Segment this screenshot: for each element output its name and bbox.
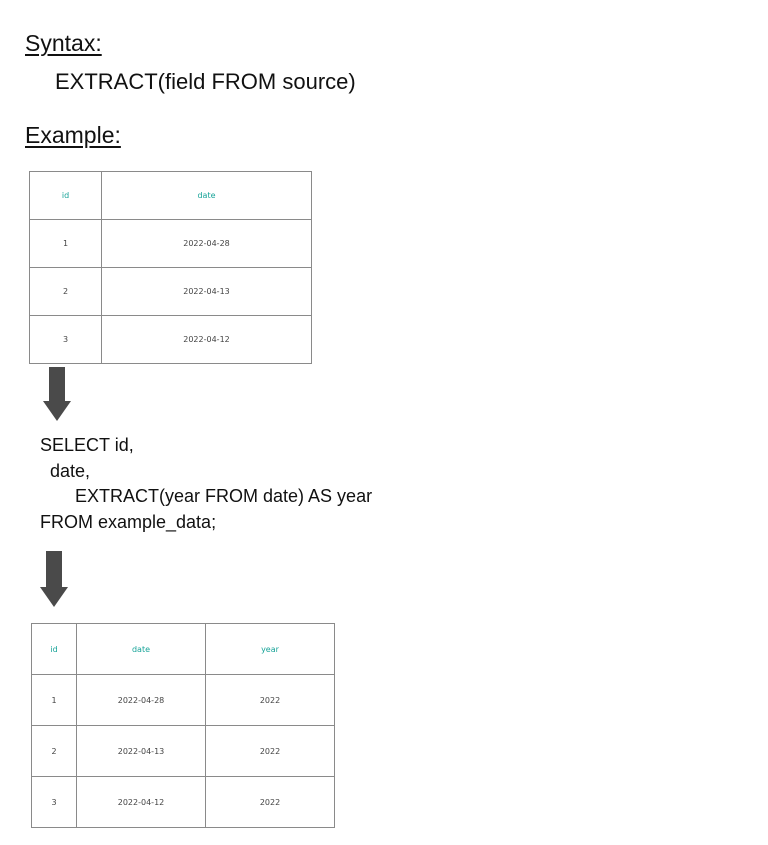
column-header-year: year	[206, 624, 335, 675]
cell-id: 2	[32, 726, 77, 777]
column-header-date: date	[102, 172, 312, 220]
table-row	[30, 316, 312, 364]
column-header-id: id	[32, 624, 77, 675]
arrow-down-icon	[43, 367, 71, 421]
sql-line: SELECT id,	[40, 435, 134, 455]
sql-line: EXTRACT(year FROM date) AS year	[40, 486, 373, 506]
cell-id: 3	[30, 316, 102, 364]
syntax-line: EXTRACT(field FROM source)	[55, 69, 356, 94]
cell-date: 2022-04-13	[102, 268, 312, 316]
cell-date: 2022-04-12	[102, 316, 312, 364]
cell-date: 2022-04-12	[77, 777, 206, 828]
syntax-heading: Syntax:	[25, 30, 102, 56]
cell-date: 2022-04-28	[77, 675, 206, 726]
cell-id: 1	[32, 675, 77, 726]
table-header-row	[30, 172, 312, 220]
table-header-row	[32, 624, 335, 675]
cell-year: 2022	[206, 675, 335, 726]
cell-year: 2022	[206, 726, 335, 777]
output-table	[31, 623, 335, 828]
sql-line: date,	[40, 460, 91, 481]
input-table	[29, 171, 312, 364]
arrow-down-icon	[40, 551, 68, 607]
table-row	[30, 268, 312, 316]
cell-year: 2022	[206, 777, 335, 828]
column-header-id: id	[30, 172, 102, 220]
table-row	[32, 675, 335, 726]
cell-id: 1	[30, 220, 102, 268]
example-heading: Example:	[25, 122, 121, 148]
cell-date: 2022-04-13	[77, 726, 206, 777]
column-header-date: date	[77, 624, 206, 675]
sql-query	[40, 433, 372, 535]
cell-id: 2	[30, 268, 102, 316]
table-row	[30, 220, 312, 268]
table-row	[32, 777, 335, 828]
cell-date: 2022-04-28	[102, 220, 312, 268]
cell-id: 3	[32, 777, 77, 828]
table-row	[32, 726, 335, 777]
sql-line: FROM example_data;	[40, 511, 217, 532]
